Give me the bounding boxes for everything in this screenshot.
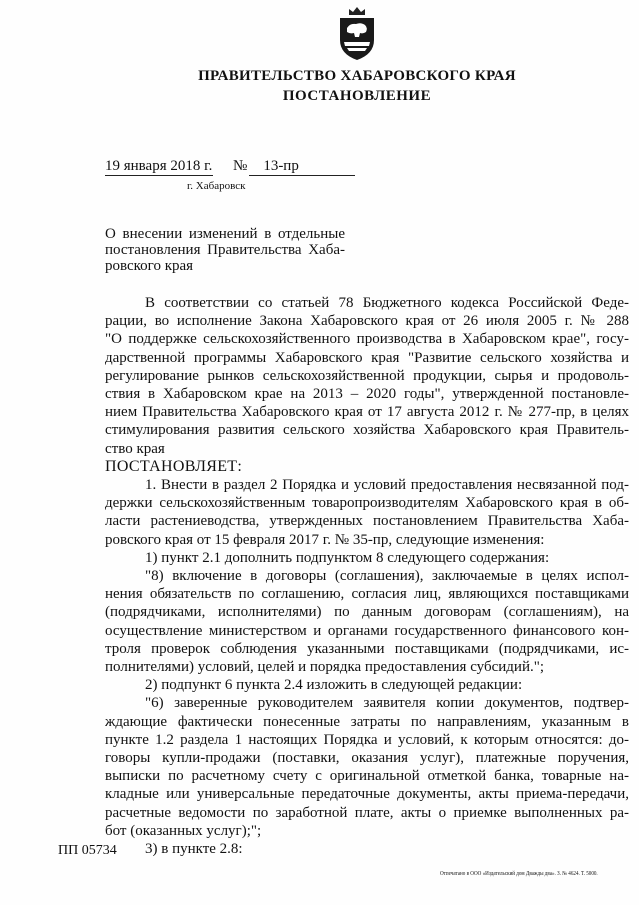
body-line: троля проверок соблюдения указанными поставщиками (подрядчиками, ис- [105, 640, 629, 657]
body-line: пункте 1.2 раздела 1 настоящих Порядка и условий, к которым относятся: до- [105, 731, 629, 748]
coat-of-arms-icon [334, 6, 380, 62]
subject-line: постановления Правительства Хаба- [105, 242, 345, 258]
body-line: 2) подпункт 6 пункта 2.4 изложить в следующей редакции: [145, 677, 523, 694]
body-line: держки сельскохозяйственным товаропроизводителям Хабаровского края в об- [105, 495, 629, 512]
body-line: В соответствии со статьей 78 Бюджетного кодекса Российской Феде- [145, 295, 629, 311]
body-line: бот (оказанных услуг);"; [105, 822, 262, 839]
document-date: 19 января 2018 г. [105, 158, 213, 174]
body-line: "О поддержке сельскохозяйственного производства в Хабаровском крае", госу- [105, 331, 629, 348]
document-body [105, 294, 629, 858]
body-line: ласти растениеводства, утвержденных постановлением Правительства Хаба- [105, 513, 629, 530]
subject-line: ровского края [105, 258, 194, 274]
document-type: ПОСТАНОВЛЕНИЕ [282, 88, 432, 104]
body-line: стимулирования развития сельского хозяйства Хабаровского края Правитель- [105, 422, 629, 439]
number-label: № [233, 158, 248, 174]
body-line: дарственной программы Хабаровского края "Развитие сельского хозяйства и [105, 349, 629, 366]
body-line: "8) включение в договоры (соглашения), заключаемые в целях испол- [145, 568, 629, 585]
body-line: (подрядчиками, исполнителями) по данным договорам (соглашениям), на [105, 604, 629, 621]
document-subject [105, 226, 345, 274]
city-label: г. Хабаровск [187, 180, 246, 192]
body-line: расчетные ведомости по заработной плате, акты о приемке выполненных ра- [105, 804, 629, 821]
printer-note: Отпечатано в ООО «Издательский дом Дважды два». З. № 4624. Т. 5000. [440, 871, 598, 877]
body-line: полнителями) условий, целей и порядка предоставления субсидий."; [105, 659, 545, 676]
body-line: нием Правительства Хабаровского края от 17 августа 2012 г. № 277-пр, в целях [105, 404, 629, 421]
body-line: 3) в пункте 2.8: [145, 841, 243, 858]
resolves-heading: ПОСТАНОВЛЯЕТ: [105, 457, 243, 475]
body-line: выписки по расчетному счету с оригинальной отметкой банка, товарные на- [105, 768, 629, 785]
body-line: "6) заверенные руководителем заявителя копии документов, подтвер- [145, 695, 629, 712]
body-line: осуществление министерством и органами государственного финансового кон- [105, 622, 629, 639]
body-line: кладные или универсальные передаточные документы, акты приема-передачи, [105, 786, 629, 803]
body-line: 1. Внести в раздел 2 Порядка и условий предоставления несвязанной под- [145, 477, 629, 494]
body-line: регулирование рынков сельскохозяйственной продукции, сырья и продоволь- [105, 367, 629, 384]
government-title: ПРАВИТЕЛЬСТВО ХАБАРОВСКОГО КРАЯ [198, 68, 516, 84]
body-line: ствия в Хабаровском крае на 2013 – 2020 годы", утвержденной постановле- [105, 386, 629, 403]
body-line: 1) пункт 2.1 дополнить подпунктом 8 следующего содержания: [145, 549, 550, 566]
body-line: ждающие фактически понесенные затраты по направлениям, указанным в [105, 713, 629, 730]
registration-code: ПП 05734 [58, 843, 117, 858]
body-line: нения обязательств по соглашению, согласия лиц, являющихся поставщиками [105, 586, 629, 603]
body-line: ство края [105, 440, 165, 457]
date-number-line [105, 158, 355, 176]
document-number: 13-пр [249, 158, 355, 176]
subject-line: О внесении изменений в отдельные [105, 226, 345, 242]
body-line: рации, во исполнение Закона Хабаровского края от 26 июля 2005 г. № 288 [105, 313, 629, 330]
body-line: говоры купли-продажи (поставки, оказания услуг), платежные поручения, [105, 750, 629, 767]
body-line: ровского края от 15 февраля 2017 г. № 35-пр, следующие изменения: [105, 531, 545, 548]
